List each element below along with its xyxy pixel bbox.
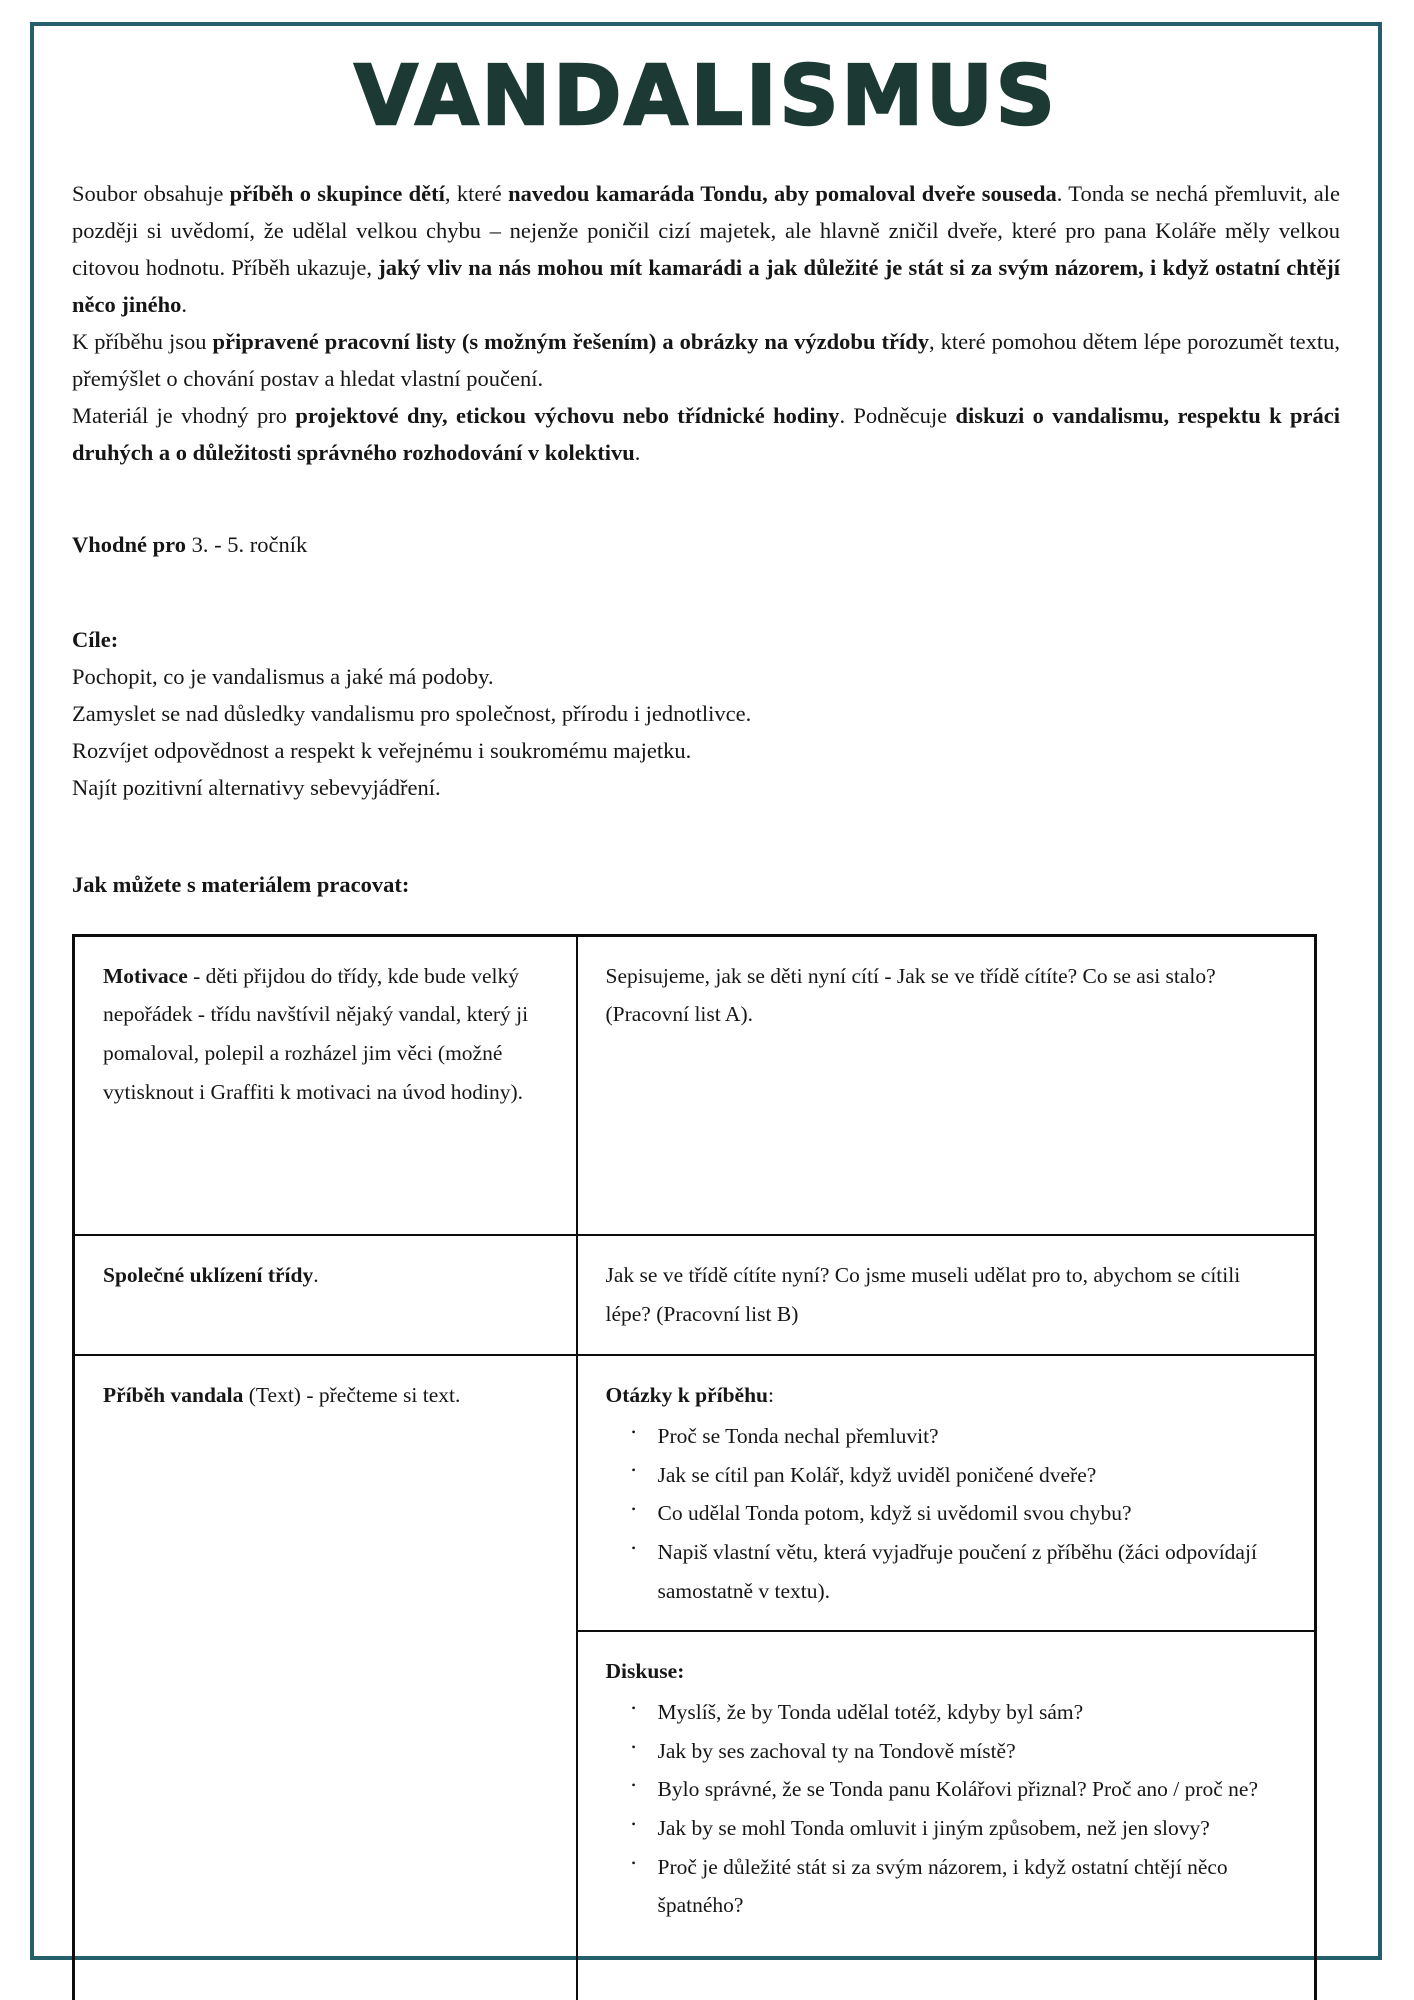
goals-section [72, 622, 1340, 806]
goals-heading: Cíle: [72, 627, 119, 653]
table-row [74, 935, 1316, 1235]
intro-paragraph-1 [72, 176, 1340, 324]
list-item: • Proč je důležité stát si za svým názorem, i když ostatní chtějí něco špatného? [628, 1848, 1289, 1925]
goal-line: Najít pozitivní alternativy sebevyjádření. [72, 774, 441, 800]
cell-sepisujeme [577, 935, 1316, 1235]
text-segment: . [181, 291, 187, 317]
intro-paragraph-3 [72, 398, 1340, 472]
list-item: • Jak by ses zachoval ty na Tondově místě? [628, 1732, 1289, 1771]
goals-list [72, 659, 1340, 807]
cell-diskuse [577, 1631, 1316, 2000]
text-segment: : [767, 1383, 774, 1408]
text-segment: , které [444, 181, 509, 207]
cell-motivace [74, 935, 577, 1235]
grade-suitability [72, 527, 1340, 564]
text-segment: Jak se ve třídě cítíte nyní? Co jsme museli udělat pro to, abychom se cítili lépe? (Pracovní list B) [605, 1263, 1241, 1326]
text-segment: Motivace [103, 963, 188, 988]
text-segment: příběh o skupince dětí [229, 181, 445, 207]
text-segment: Soubor obsahuje [72, 181, 230, 207]
usage-heading: Jak můžete s materiálem pracovat: [72, 871, 410, 897]
text-segment: . [313, 1263, 319, 1288]
discussion-heading [606, 1652, 1289, 1691]
goal-line: Pochopit, co je vandalismus a jaké má podoby. [72, 664, 494, 690]
page-title: VANDALISMUS [354, 49, 1058, 144]
list-item: • Bylo správné, že se Tonda panu Kolářovi přiznal? Proč ano / proč ne? [628, 1770, 1289, 1809]
text-segment: K příběhu jsou [72, 328, 213, 354]
cell-pocity-nyni [577, 1235, 1316, 1355]
text-segment: Vhodné pro [72, 532, 186, 558]
text-segment: diskuzi o vandalismu, respektu k práci druhých a o důležitosti správného rozhodování v kolektivu [72, 402, 1340, 465]
text-segment: - děti přijdou do třídy, kde bude velký nepořádek - třídu navštívil nějaký vandal, který ji pomaloval, polepil a rozházel jim věci (možné vytisknout i Graffiti k motivaci na úvod hodiny). [103, 963, 529, 1104]
text-segment: Společné uklízení třídy [103, 1263, 314, 1288]
text-segment: navedou kamaráda Tondu, aby pomaloval dveře souseda [508, 181, 1057, 207]
questions-heading [606, 1376, 1289, 1415]
cell-pribeh-vandala [74, 1355, 577, 2000]
cell-otazky [577, 1355, 1316, 1631]
text-segment: , které pomohou dětem lépe porozumět textu, přemýšlet o chování postav a hledat vlastní poučení. [72, 328, 1340, 391]
text-segment: Otázky k příběhu [605, 1383, 768, 1408]
text-segment: Materiál je vhodný pro [72, 402, 296, 428]
list-item: • Co udělal Tonda potom, když si uvědomil svou chybu? [628, 1494, 1289, 1533]
text-segment: projektové dny, etickou výchovu nebo třídnické hodiny [295, 402, 840, 428]
list-item: • Jak se cítil pan Kolář, když uviděl poničené dveře? [628, 1456, 1289, 1495]
table-row [74, 1235, 1316, 1355]
goal-line: Rozvíjet odpovědnost a respekt k veřejnému i soukromému majetku. [72, 737, 692, 763]
intro-paragraph-2 [72, 324, 1340, 398]
text-segment: jaký vliv na nás mohou mít kamarádi a jak důležité je stát si za svým názorem, i když ostatní chtějí něco jiného [72, 255, 1340, 317]
text-segment: připravené pracovní listy (s možným řešením) a obrázky na výzdobu třídy [212, 328, 929, 354]
page-content [72, 50, 1340, 2000]
list-item: • Jak by se mohl Tonda omluvit i jiným způsobem, než jen slovy? [628, 1809, 1289, 1848]
table-row [74, 1355, 1316, 1631]
text-segment: Sepisujeme, jak se děti nyní cítí - Jak se ve třídě cítíte? Co se asi stalo? (Pracovní list A). [605, 963, 1216, 1027]
text-segment: Příběh vandala [103, 1383, 244, 1408]
text-segment: . Tonda se nechá přemluvit, ale později si uvědomí, že udělal velkou chybu – nejenže poničil cizí majetek, ale hlavně zničil dveře, které pro pana Koláře měly velkou citovou hodnotu. Příběh ukazuje, [72, 181, 1341, 281]
discussion-heading-text: Diskuse: [605, 1659, 685, 1684]
questions-list [606, 1417, 1289, 1610]
discussion-list [606, 1693, 1289, 1925]
cell-uklizeni [74, 1235, 577, 1355]
text-segment: 3. - 5. ročník [186, 532, 308, 558]
list-item: • Napiš vlastní větu, která vyjadřuje poučení z příběhu (žáci odpovídají samostatně v textu). [628, 1533, 1289, 1610]
list-item: • Myslíš, že by Tonda udělal totéž, kdyby byl sám? [628, 1693, 1289, 1732]
text-segment: (Text) - přečteme si text. [243, 1383, 461, 1408]
goal-line: Zamyslet se nad důsledky vandalismu pro společnost, přírodu i jednotlivce. [72, 701, 752, 727]
text-segment: . [634, 439, 641, 465]
list-item: • Proč se Tonda nechal přemluvit? [628, 1417, 1289, 1456]
text-segment: . Podněcuje [839, 402, 956, 428]
intro-section [72, 176, 1340, 471]
activity-table [72, 934, 1317, 2000]
